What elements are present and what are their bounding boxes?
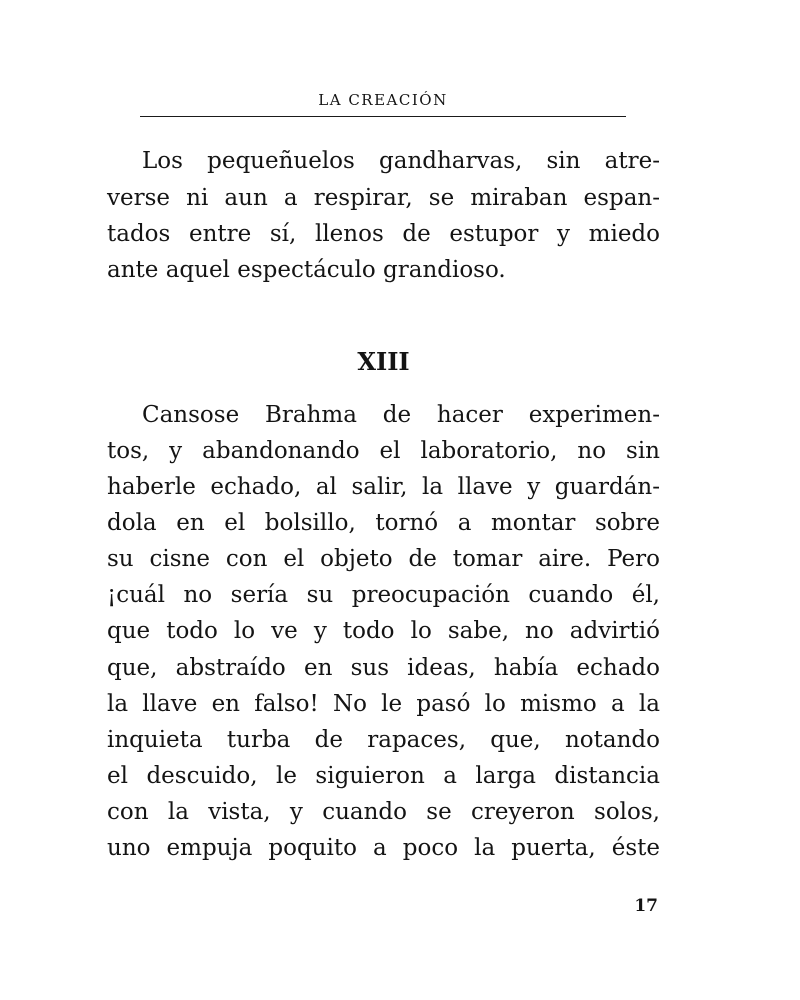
text-line: que, abstraído en sus ideas, había echado [107,655,660,681]
running-head: LA CREACIÓN [318,91,448,109]
text-line: haberle echado, al salir, la llave y guardán- [107,474,660,500]
text-line: tos, y abandonando el laboratorio, no sin [107,438,660,464]
text-line: ¡cuál no sería su preocupación cuando él, [107,582,660,608]
page-number: 17 [634,896,658,916]
text-line: tados entre sí, llenos de estupor y miedo [107,221,660,247]
text-line: su cisne con el objeto de tomar aire. Pero [107,546,660,572]
text-line: dola en el bolsillo, tornó a montar sobre [107,510,660,536]
text-line: Los pequeñuelos gandharvas, sin atre- [142,148,660,174]
chapter-heading: XIII [357,347,410,376]
header-rule [140,116,626,117]
text-line: verse ni aun a respirar, se miraban espan- [107,185,660,211]
text-line: el descuido, le siguieron a larga distancia [107,763,660,789]
text-line: ante aquel espectáculo grandioso. [107,257,506,283]
text-line: Cansose Brahma de hacer experimen- [142,402,660,428]
text-line: con la vista, y cuando se creyeron solos, [107,799,660,825]
text-line: uno empuja poquito a poco la puerta, éste [107,835,660,861]
text-line: la llave en falso! No le pasó lo mismo a la [107,691,660,717]
text-line: inquieta turba de rapaces, que, notando [107,727,660,753]
text-line: que todo lo ve y todo lo sabe, no advirtió [107,618,660,644]
